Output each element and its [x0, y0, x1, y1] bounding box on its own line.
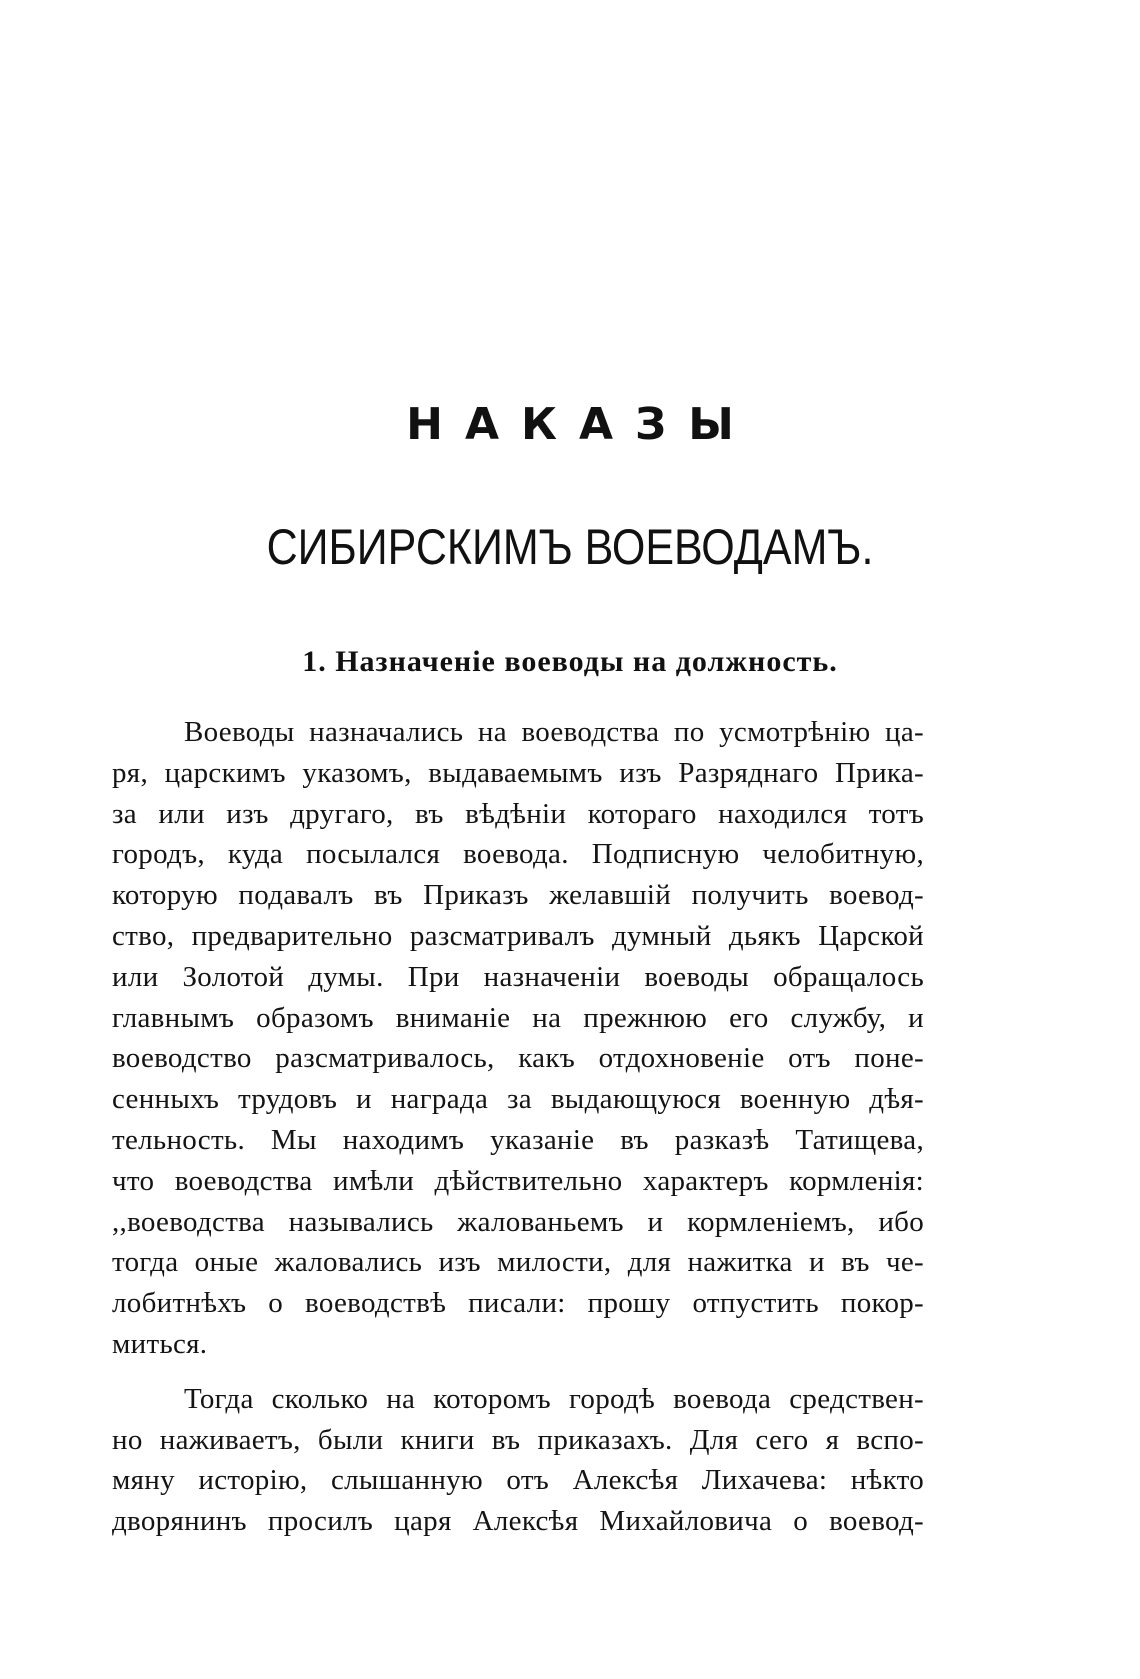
page-subtitle: СИБИРСКИМЪ ВОЕВОДАМЪ. [266, 519, 874, 575]
body-text [112, 712, 924, 1542]
text-line: воеводство разсматривалось, какъ отдохновеніе отъ поне- [112, 1042, 924, 1075]
text-line: мяну исторію, слышанную отъ Алексѣя Лихачева: нѣкто [112, 1464, 924, 1497]
text-line: сенныхъ трудовъ и награда за выдающуюся военную дѣя- [112, 1083, 924, 1116]
text-line: тельность. Мы находимъ указаніе въ разказѣ Татищева, [112, 1123, 924, 1156]
text-line: ,,воеводства назывались жалованьемъ и кормленіемъ, ибо [112, 1205, 924, 1238]
paragraph-2 [112, 1379, 924, 1542]
paragraph-1 [112, 712, 924, 1365]
text-line: главнымъ образомъ вниманіе на прежнюю его службу, и [112, 1001, 924, 1034]
text-line: тогда оные жаловались изъ милости, для нажитка и въ че- [112, 1246, 924, 1279]
text-line: что воеводства имѣли дѣйствительно характеръ кормленія: [112, 1164, 924, 1197]
section-heading: 1. Назначеніе воеводы на должность. [302, 645, 838, 678]
page-title: НАКАЗЫ [406, 399, 756, 450]
text-line: дворянинъ просилъ царя Алексѣя Михайловича о воевод- [112, 1505, 924, 1538]
text-line: за или изъ другаго, въ вѣдѣніи котораго находился тотъ [112, 797, 924, 830]
text-line: Воеводы назначались на воеводства по усмотрѣнію ца- [184, 716, 924, 748]
text-line: которую подавалъ въ Приказъ желавшій получить воевод- [112, 879, 924, 912]
text-line: миться. [112, 1327, 208, 1360]
text-line: лобитнѣхъ о воеводствѣ писали: прошу отпустить покор- [112, 1287, 924, 1320]
text-line: Тогда сколько на которомъ городѣ воевода средствен- [184, 1382, 924, 1415]
text-line: или Золотой думы. При назначеніи воеводы обращалось [112, 960, 924, 993]
text-line: ря, царскимъ указомъ, выдаваемымъ изъ Разряднаго Прика- [112, 756, 924, 789]
text-line: городъ, куда посылался воевода. Подписную челобитную, [112, 838, 924, 871]
text-line: но наживаетъ, были книги въ приказахъ. Для сего я вспо- [112, 1423, 924, 1456]
text-line: ство, предварительно разсматривалъ думный дьякъ Царской [112, 919, 924, 952]
